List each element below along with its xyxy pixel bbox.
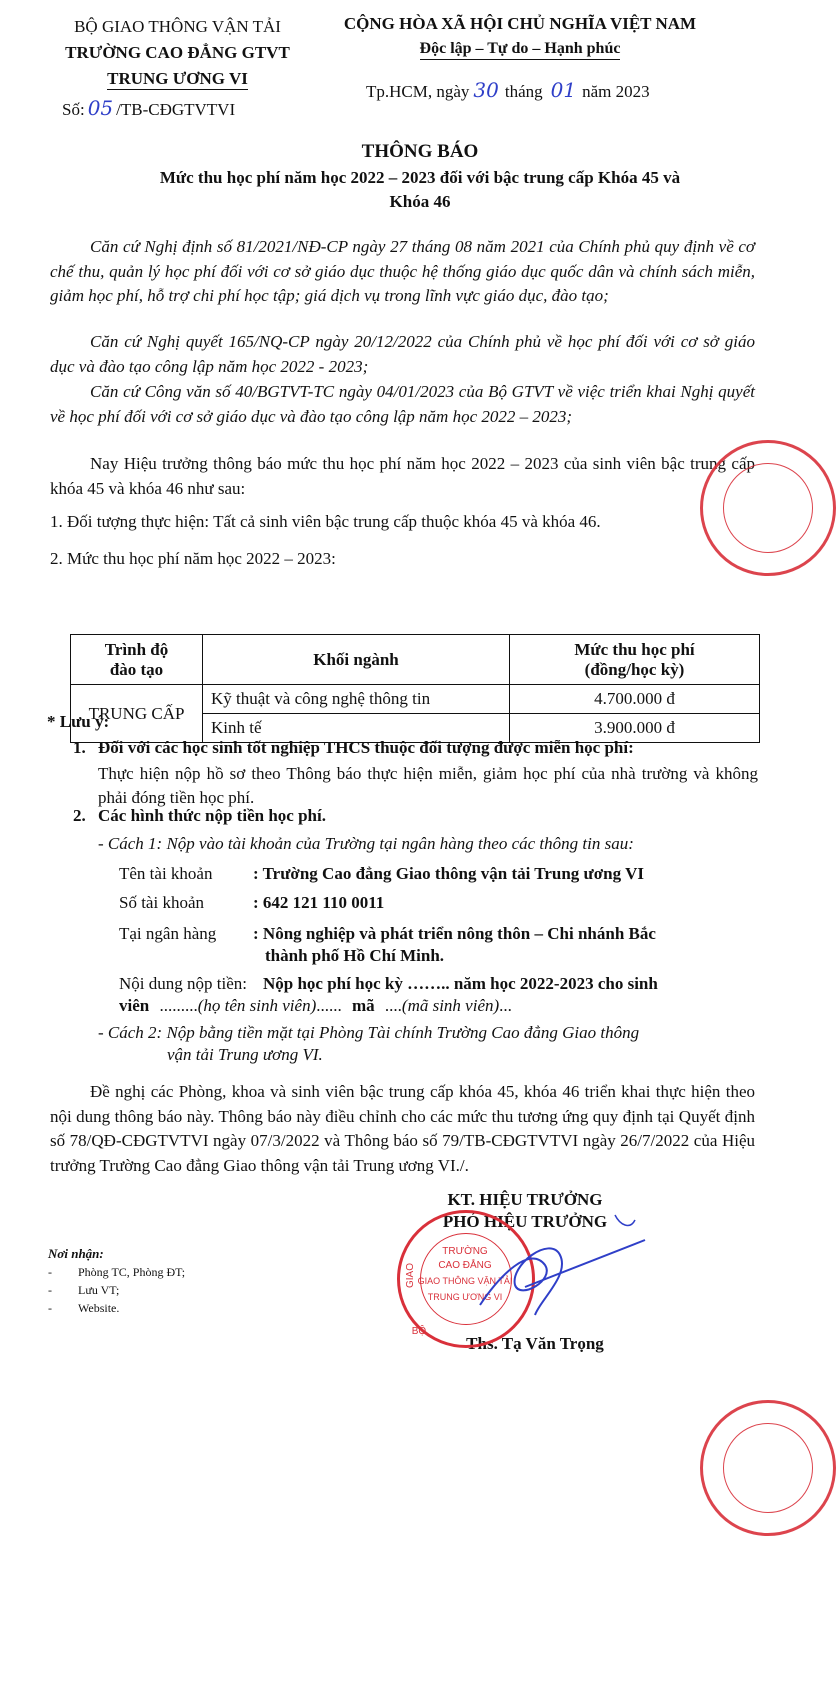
content-placeholder-name: (họ tên sinh viên) bbox=[197, 996, 317, 1015]
subtitle-line-2: Khóa 46 bbox=[389, 192, 451, 211]
issuer-block bbox=[40, 14, 315, 92]
school-name-2-text: TRUNG ƯƠNG VI bbox=[107, 69, 248, 88]
payment-content-label: Nội dung nộp tiền: bbox=[119, 974, 247, 993]
fee-table bbox=[70, 634, 760, 743]
legal-basis-2: Căn cứ Nghị quyết 165/NQ-CP ngày 20/12/2022 của Chính phủ về học phí đối với cơ sở giáo dục và đào tạo công lập năm học 2022 - 2023; bbox=[50, 332, 755, 376]
table-row bbox=[71, 685, 760, 714]
doc-no-prefix: Số: bbox=[62, 100, 85, 119]
day-handwritten: 30 bbox=[473, 78, 499, 102]
recipient-text: Website. bbox=[78, 1301, 120, 1315]
seal-ring-text: GIAO bbox=[405, 1263, 416, 1289]
payment-content-line2 bbox=[119, 996, 512, 1016]
header-level bbox=[71, 635, 203, 685]
note-1-body: Thực hiện nộp hồ sơ theo Thông báo thực hiện miễn, giảm học phí của nhà trường và không phải đóng tiền học phí. bbox=[98, 764, 758, 807]
seal-center-text: TRƯỜNG bbox=[442, 1246, 488, 1257]
recipients-label: Nơi nhận: bbox=[48, 1246, 104, 1261]
note-label: * Lưu ý: bbox=[47, 712, 110, 731]
year-text: năm 2023 bbox=[582, 82, 650, 101]
account-name-label: Tên tài khoản bbox=[119, 864, 213, 883]
note-2-number: 2. bbox=[73, 806, 86, 825]
header-level-line1: Trình độ bbox=[104, 639, 169, 659]
signature-title-2: PHÓ HIỆU TRƯỞNG bbox=[442, 1212, 608, 1231]
handwritten-signature bbox=[420, 1205, 650, 1335]
cell-fee: 3.900.000 đ bbox=[510, 714, 760, 743]
seal-center-text: TRUNG ƯƠNG VI bbox=[427, 1292, 503, 1302]
note-2-title: Các hình thức nộp tiền học phí. bbox=[98, 806, 326, 825]
bank-label: Tại ngân hàng bbox=[119, 924, 217, 943]
republic-name: CỘNG HÒA XÃ HỘI CHỦ NGHĨA VIỆT NAM bbox=[343, 14, 697, 33]
legal-basis-3: Căn cứ Công văn số 40/BGTVT-TC ngày 04/01/2023 của Bộ GTVT về việc triển khai Nghị quyết về học phí đối với cơ sở giáo dục và đào tạo công lập năm học 2022 – 2023; bbox=[50, 382, 755, 426]
payment-method-2-line2: vận tải Trung ương VI. bbox=[167, 1045, 323, 1064]
content-sv: viên bbox=[119, 996, 150, 1015]
doc-no-suffix: /TB-CĐGTVTVI bbox=[116, 100, 236, 119]
seal-inner-ring bbox=[723, 463, 813, 553]
bank-value-line2: thành phố Hồ Chí Minh. bbox=[265, 946, 445, 965]
header-fee bbox=[510, 635, 760, 685]
signer-name: Ths. Tạ Văn Trọng bbox=[466, 1334, 604, 1353]
cell-field: Kỹ thuật và công nghệ thông tin bbox=[203, 685, 510, 714]
doc-no-handwritten: 05 bbox=[87, 96, 114, 120]
content-placeholder-id: (mã sinh viên) bbox=[401, 996, 500, 1015]
content-dots: ...... bbox=[316, 996, 342, 1015]
seal-ring-text: BỘ bbox=[411, 1326, 427, 1337]
place-prefix: Tp.HCM, ngày bbox=[366, 82, 470, 101]
ministry-name: BỘ GIAO THÔNG VẬN TẢI bbox=[74, 17, 281, 36]
closing-paragraph: Đề nghị các Phòng, khoa và sinh viên bậc trung cấp khóa 45, khóa 46 triển khai thực hiện theo nội dung thông báo này. Thông báo này điều chỉnh cho các mức thu tương ứng quy định tại Quyết định số 78/QĐ-CĐGTVTVI ngày 07/3/2022 và Thông báo số 79/TB-CĐGTVTVI ngày 26/7/2022 của Hiệu trưởng Trường Cao đẳng Giao thông vận tải Trung ương VI./. bbox=[50, 1082, 755, 1175]
cell-field: Kinh tế bbox=[203, 714, 510, 743]
account-number-value: : 642 121 110 0011 bbox=[253, 893, 385, 912]
header-fee-line1: Mức thu học phí bbox=[574, 639, 695, 659]
recipient-text: Lưu VT; bbox=[78, 1283, 120, 1297]
seal-center-text: CAO ĐẲNG bbox=[438, 1260, 492, 1271]
month-label: tháng bbox=[504, 82, 543, 101]
payment-content-line1: Nộp học phí học kỳ …….. năm học 2022-2023 cho sinh bbox=[263, 974, 658, 993]
legal-basis-1: Căn cứ Nghị định số 81/2021/NĐ-CP ngày 27 tháng 08 năm 2021 của Chính phủ quy định về cơ chế thu, quản lý học phí đối với cơ sở giáo dục thuộc hệ thống giáo dục quốc dân và chính sách miễn, giảm học phí, hỗ trợ chi phí học tập; giá dịch vụ trong lĩnh vực giáo dục, đào tạo; bbox=[50, 237, 755, 305]
recipient-item: - Phòng TC, Phòng ĐT; bbox=[48, 1265, 186, 1279]
payment-method-1: - Cách 1: Nộp vào tài khoản của Trường tại ngân hàng theo các thông tin sau: bbox=[98, 834, 634, 853]
payment-method-2-line1: - Cách 2: Nộp bằng tiền mặt tại Phòng Tài chính Trường Cao đẳng Giao thông bbox=[98, 1023, 640, 1042]
intro-paragraph: Nay Hiệu trưởng thông báo mức thu học phí năm học 2022 – 2023 của sinh viên bậc trung cấp khóa 45 và khóa 46 như sau: bbox=[50, 454, 755, 498]
national-motto bbox=[330, 40, 710, 58]
item-1: 1. Đối tượng thực hiện: Tất cả sinh viên bậc trung cấp thuộc khóa 45 và khóa 46. bbox=[50, 512, 601, 531]
recipient-item: - Lưu VT; bbox=[48, 1283, 120, 1297]
cell-level: TRUNG CẤP bbox=[71, 685, 203, 743]
account-number-label: Số tài khoản bbox=[119, 893, 204, 912]
motto-text: Độc lập – Tự do – Hạnh phúc bbox=[420, 40, 621, 60]
seal-center-text: GIAO THÔNG VẬN TẢI bbox=[417, 1276, 513, 1286]
signature-title-1: KT. HIỆU TRƯỞNG bbox=[447, 1190, 603, 1209]
bank-value-line1: : Nông nghiệp và phát triển nông thôn – Chi nhánh Bắc bbox=[253, 924, 656, 943]
content-ma: mã bbox=[351, 996, 375, 1015]
document-number bbox=[62, 96, 235, 120]
note-1-number: 1. bbox=[73, 738, 86, 757]
page-title: THÔNG BÁO bbox=[361, 141, 479, 162]
subtitle-line-1: Mức thu học phí năm học 2022 – 2023 đối với bậc trung cấp Khóa 45 và bbox=[159, 168, 681, 187]
recipient-text: Phòng TC, Phòng ĐT; bbox=[78, 1265, 186, 1279]
edge-seal-top bbox=[700, 440, 836, 576]
seal-inner-ring bbox=[723, 1423, 813, 1513]
edge-seal-bottom bbox=[700, 1400, 836, 1536]
item-2: 2. Mức thu học phí năm học 2022 – 2023: bbox=[50, 549, 336, 568]
cell-fee: 4.700.000 đ bbox=[510, 685, 760, 714]
header-level-line2: đào tạo bbox=[109, 659, 164, 679]
header-fee-line2: (đồng/học kỳ) bbox=[584, 659, 685, 679]
month-handwritten: 01 bbox=[550, 78, 577, 102]
account-name-value: : Trường Cao đẳng Giao thông vận tải Trung ương VI bbox=[253, 864, 644, 883]
date-line bbox=[366, 78, 650, 102]
recipient-item: - Website. bbox=[48, 1301, 120, 1315]
content-dots: ... bbox=[499, 996, 512, 1015]
header-field: Khối ngành bbox=[203, 635, 510, 685]
school-name: TRƯỜNG CAO ĐẲNG GTVT bbox=[65, 43, 290, 62]
note-1-title: Đối với các học sinh tốt nghiệp THCS thuộc đối tượng được miễn học phí: bbox=[98, 738, 634, 757]
table-header-row bbox=[71, 635, 760, 685]
content-dots: ......... bbox=[159, 996, 198, 1015]
content-dots: .... bbox=[384, 996, 402, 1015]
school-name-2 bbox=[40, 66, 315, 92]
